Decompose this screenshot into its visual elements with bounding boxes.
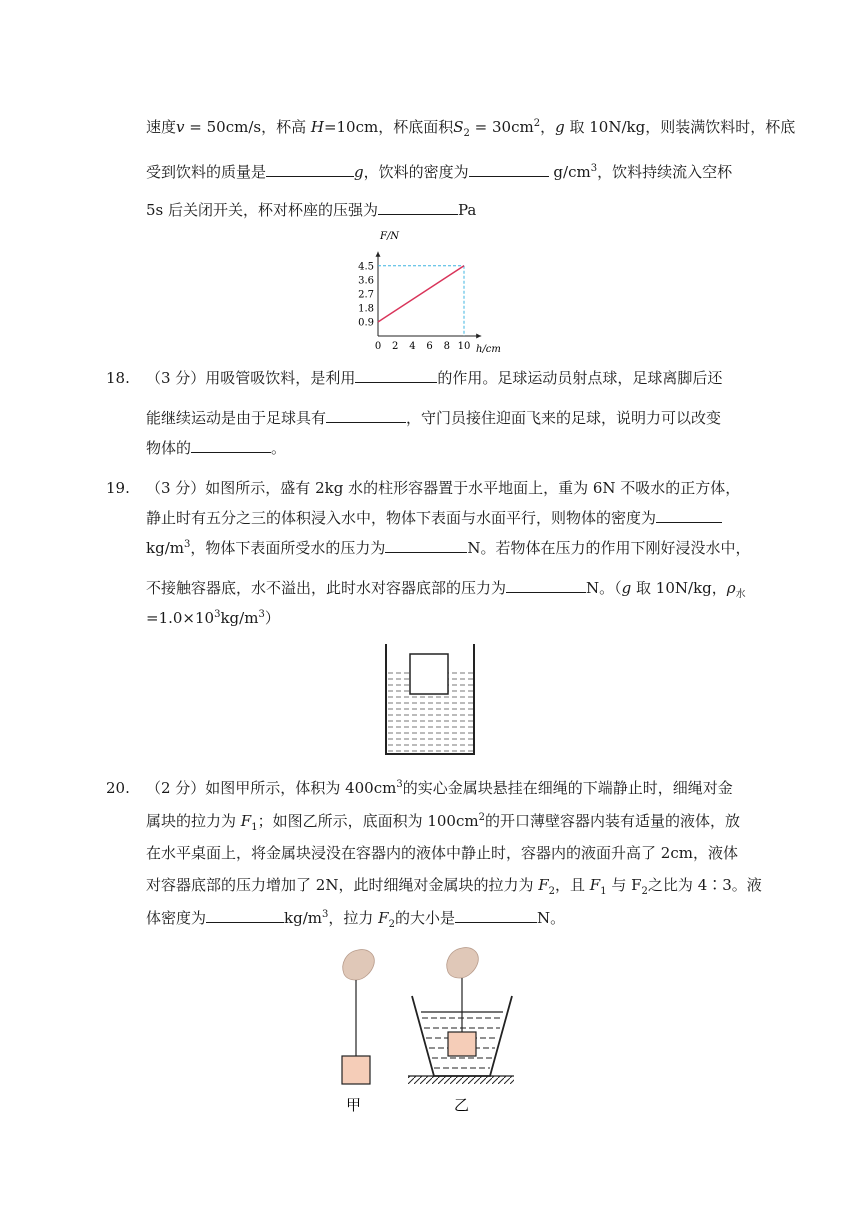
- hanging-block-figures: [330, 946, 530, 1118]
- x-tick-label: 10: [457, 341, 471, 352]
- q19-line-2: 静止时有五分之三的体积浸入水中，物体下表面与水面平行，则物体的密度为: [146, 508, 722, 528]
- q18-number: 18.: [106, 369, 130, 387]
- q18-line-2: 能继续运动是由于足球具有 ，守门员接住迎面飞来的足球，说明力可以改变: [146, 409, 722, 427]
- table-surface-hatch: [408, 1076, 514, 1084]
- x-tick-label: 6: [426, 341, 433, 352]
- metal-block: [448, 1032, 476, 1056]
- answer-blank[interactable]: [455, 908, 537, 923]
- answer-blank[interactable]: [378, 200, 458, 215]
- q19-line-1: （3 分）如图所示，盛有 2kg 水的柱形容器置于水平地面上，重为 6N 不吸水的正方体，: [146, 479, 741, 497]
- graph-guides: [378, 266, 464, 336]
- q19-line-5: $=1.0\times 10^3kg/m^3$）: [146, 609, 280, 627]
- q19-line-4: 不接触容器底，水不溢出，此时水对容器底部的压力为 N。（g 取 10N/kg，$\rho_水$: [146, 579, 746, 600]
- answer-blank[interactable]: [191, 438, 271, 453]
- y-tick-label: 1.8: [358, 303, 374, 315]
- q20-number: 20.: [106, 779, 130, 797]
- answer-blank[interactable]: [506, 578, 586, 593]
- y-tick-label: 3.6: [358, 275, 374, 287]
- y-tick-label: 2.7: [358, 289, 374, 301]
- x-axis-arrow: [476, 334, 481, 339]
- q20-line-5: 体密度为 $kg/m^3$，拉力 $F_2$的大小是 N。: [146, 909, 566, 930]
- y-axis-arrow: [376, 252, 381, 257]
- series-line: [378, 266, 464, 322]
- graph-series: [378, 266, 464, 322]
- answer-blank[interactable]: [469, 162, 549, 177]
- answer-blank[interactable]: [656, 508, 722, 523]
- q20-line-1: （2 分）如图甲所示，体积为 $400cm^3$的实心金属块悬挂在细绳的下端静止时，细绳对金: [146, 779, 733, 797]
- q18-line-3: 物体的 。: [146, 439, 287, 457]
- q19-line-3: $kg/m^3$，物体下表面所受水的压力为 N。若物体在压力的作用下刚好浸没水中，: [146, 539, 751, 557]
- figure-jia: [342, 950, 374, 1114]
- x-tick-label: 4: [409, 341, 416, 352]
- figure-label-yi: 乙: [454, 1096, 470, 1114]
- x-tick-labels: [375, 341, 471, 352]
- answer-blank[interactable]: [266, 162, 354, 177]
- force-height-graph: [356, 226, 506, 358]
- q17-line-3: 5s 后关闭开关，杯对杯座的压强为 Pa: [146, 201, 477, 219]
- y-axis-label: F/N: [380, 231, 400, 242]
- answer-blank[interactable]: [385, 538, 467, 553]
- cube: [410, 654, 448, 694]
- figure-yi: [408, 948, 514, 1114]
- answer-blank[interactable]: [326, 408, 406, 423]
- answer-blank[interactable]: [206, 908, 284, 923]
- x-axis-label: h/cm: [476, 344, 501, 355]
- q17-line-2: 受到饮料的质量是 g，饮料的密度为 $g/cm^3$，饮料持续流入空杯: [146, 163, 733, 181]
- y-tick-label: 4.5: [358, 261, 374, 273]
- hand-icon: [447, 948, 479, 978]
- q20-line-2: 属块的拉力为 $F_1$；如图乙所示，底面积为 $100cm^2$的开口薄壁容器内装有适量的液体，放: [146, 812, 740, 833]
- y-tick-labels: [358, 261, 374, 328]
- container-cube-figure: [372, 640, 492, 760]
- answer-blank[interactable]: [355, 368, 437, 383]
- y-tick-label: 0.9: [358, 317, 374, 329]
- x-tick-label: 0: [374, 341, 382, 352]
- figure-label-jia: 甲: [346, 1096, 362, 1114]
- x-tick-label: 2: [392, 341, 399, 352]
- q17-line-1: 速度v = 50cm/s，杯高 H=10cm，杯底面积$S_2 = 30cm^2$，g 取 10N/kg，则装满饮料时，杯底: [146, 118, 796, 139]
- x-tick-label: 8: [443, 341, 450, 352]
- metal-block: [342, 1056, 370, 1084]
- q20-line-3: 在水平桌面上，将金属块浸没在容器内的液体中静止时，容器内的液面升高了 2cm，液体: [146, 844, 738, 862]
- hand-icon: [343, 950, 375, 980]
- q19-number: 19.: [106, 479, 130, 497]
- q18-line-1: （3 分）用吸管吸饮料，是利用 的作用。足球运动员射点球，足球离脚后还: [146, 369, 723, 387]
- graph-axes: [376, 252, 482, 339]
- q20-line-4: 对容器底部的压力增加了 2N，此时细绳对金属块的拉力为 $F_2$，且 $F_1$ 与 $F_2$之比为 4∶3。液: [146, 876, 762, 897]
